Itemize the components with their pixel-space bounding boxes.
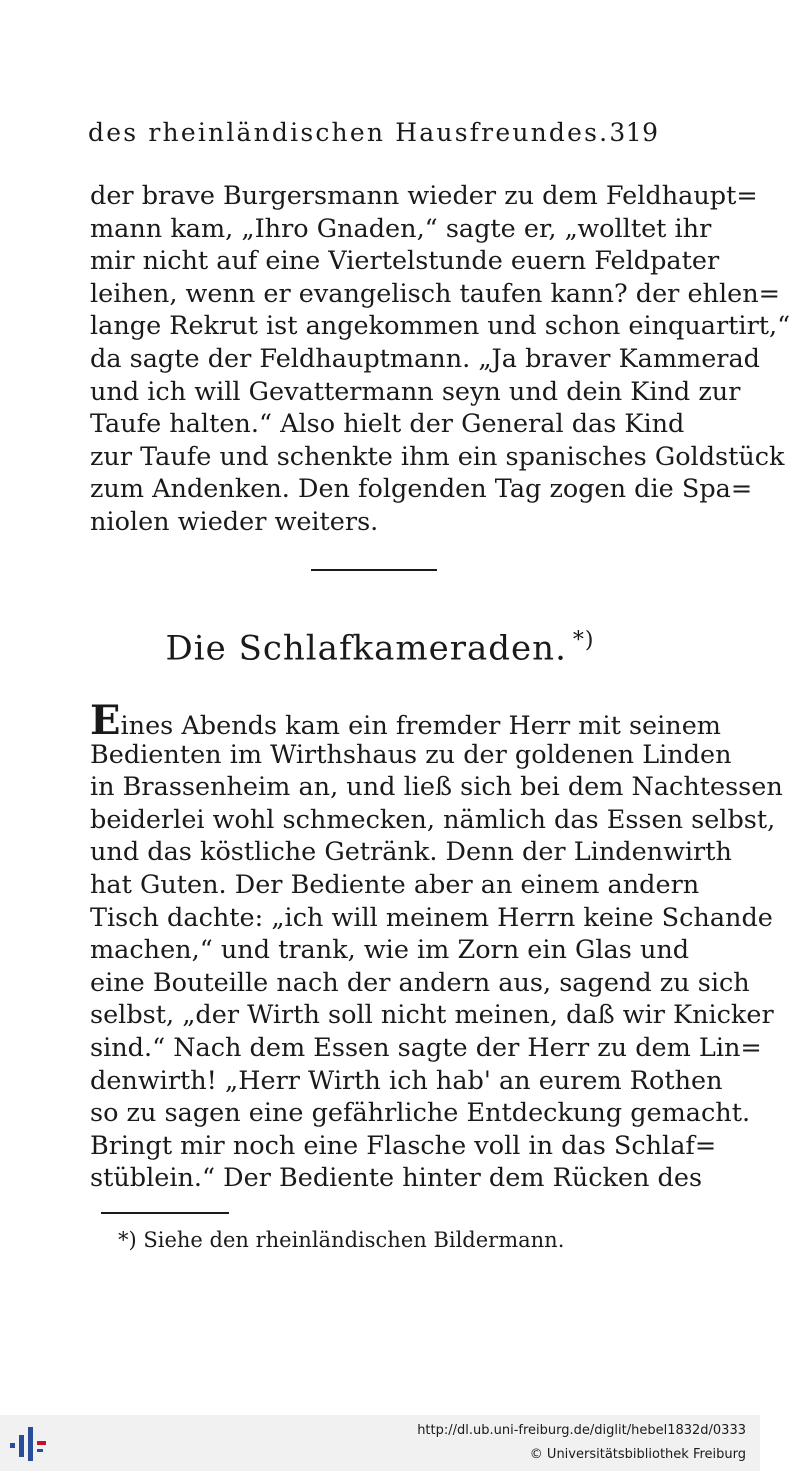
- source-url-link[interactable]: http://dl.ub.uni-freiburg.de/diglit/hebel1832d/0333: [417, 1423, 746, 1438]
- text-line: mir nicht auf eine Viertelstunde euern Feldpater: [90, 246, 720, 277]
- text-line: in Brassenheim an, und ließ sich bei dem Nachtessen: [90, 772, 783, 803]
- text-line: so zu sagen eine gefährliche Entdeckung gemacht.: [90, 1098, 751, 1129]
- section-divider: [311, 569, 437, 571]
- section-title: Die Schlafkameraden.: [165, 628, 567, 669]
- page-number: 319: [609, 118, 659, 147]
- drop-cap: E: [90, 697, 121, 744]
- text-line: eine Bouteille nach der andern aus, sagend zu sich: [90, 967, 750, 998]
- text-line: zum Andenken. Den folgenden Tag zogen die Spa=: [90, 474, 753, 505]
- running-head-title: des rheinländischen Hausfreundes.: [88, 118, 610, 147]
- first-line-rest: ines Abends kam ein fremder Herr mit seinem: [120, 711, 721, 741]
- text-line: sind.“ Nach dem Essen sagte der Herr zu dem Lin=: [90, 1032, 762, 1063]
- text-line-first: [90, 697, 721, 744]
- text-line: stüblein.“ Der Bediente hinter dem Rücken des: [90, 1163, 703, 1194]
- text-line: der brave Burgersmann wieder zu dem Feldhaupt=: [90, 181, 758, 211]
- text-line: machen,“ und trank, wie im Zorn ein Glas und: [90, 935, 690, 966]
- paragraph-1: [90, 180, 790, 539]
- running-head: [88, 118, 659, 158]
- paragraph-2: [90, 697, 783, 1195]
- ub-freiburg-logo-icon[interactable]: [6, 1423, 50, 1465]
- text-line: selbst, „der Wirth soll nicht meinen, daß wir Knicker: [90, 1000, 774, 1031]
- footnote: *) Siehe den rheinländischen Bildermann.: [118, 1228, 565, 1252]
- text-line: lange Rekrut ist angekommen und schon einquartirt,“: [90, 311, 790, 342]
- text-line: leihen, wenn er evangelisch taufen kann? der ehlen=: [90, 278, 781, 309]
- copyright-text: © Universitätsbibliothek Freiburg: [529, 1447, 746, 1462]
- text-line: zur Taufe und schenkte ihm ein spanisches Goldstück: [90, 441, 785, 472]
- text-line: beiderlei wohl schmecken, nämlich das Essen selbst,: [90, 804, 776, 835]
- text-line: Bedienten im Wirthshaus zu der goldenen Linden: [90, 739, 732, 770]
- text-line: da sagte der Feldhauptmann. „Ja braver Kammerad: [90, 343, 760, 374]
- text-line: Tisch dachte: „ich will meinem Herrn keine Schande: [90, 902, 773, 933]
- text-line: und ich will Gevattermann seyn und dein Kind zur: [90, 376, 741, 407]
- text-line: Taufe halten.“ Also hielt der General das Kind: [90, 409, 685, 440]
- footnote-marker: *): [572, 628, 595, 653]
- text-line: Bringt mir noch eine Flasche voll in das Schlaf=: [90, 1130, 717, 1161]
- text-line: mann kam, „Ihro Gnaden,“ sagte er, „wolltet ihr: [90, 213, 712, 244]
- text-line: hat Guten. Der Bediente aber an einem andern: [90, 869, 700, 900]
- viewer-footer: [0, 1415, 760, 1471]
- text-line: und das köstliche Getränk. Denn der Lindenwirth: [90, 837, 732, 868]
- text-line: niolen wieder weiters.: [90, 506, 379, 537]
- section-heading: [0, 628, 760, 668]
- footnote-divider: [101, 1212, 229, 1214]
- text-line: denwirth! „Herr Wirth ich hab' an eurem Rothen: [90, 1065, 723, 1096]
